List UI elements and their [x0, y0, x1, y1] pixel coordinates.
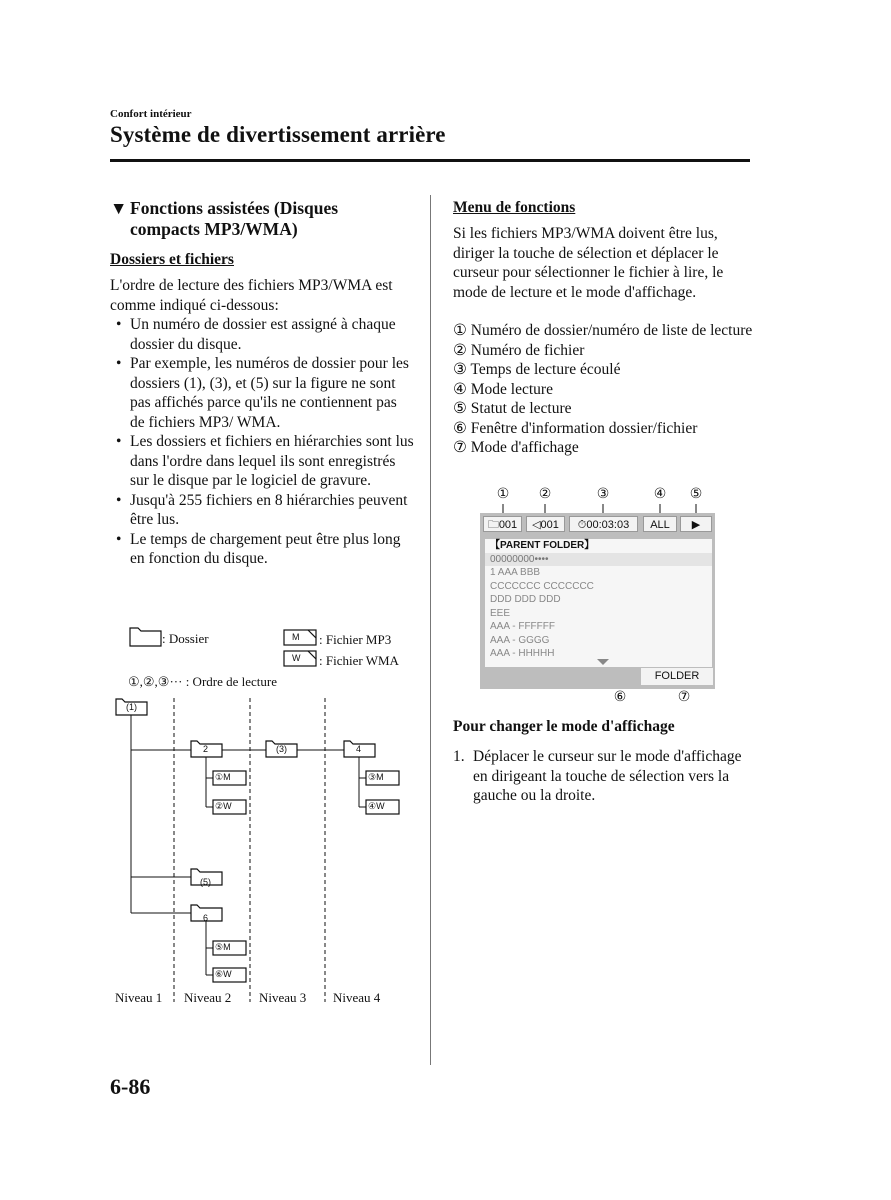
bullet-item: • Le temps de chargement peut être plus long en fonction du disque.: [110, 530, 415, 569]
list-item[interactable]: CCCCCCC CCCCCCC: [490, 580, 594, 592]
callout-6: ⑥: [613, 689, 627, 705]
left-body: [110, 276, 415, 569]
folder-label: 6: [203, 913, 209, 923]
menu-item: ⑥ Fenêtre d'information dossier/fichier: [453, 419, 698, 437]
list-item[interactable]: AAA - FFFFFF: [490, 621, 555, 632]
clock-icon: ⏱: [577, 519, 587, 531]
triangle-marker-icon: ▼: [110, 198, 128, 218]
callout-3: ③: [596, 486, 610, 502]
legend-folder-label: : Dossier: [162, 631, 209, 646]
folder-display-mode-button[interactable]: FOLDER: [641, 668, 713, 685]
menu-item: ⑦ Mode d'affichage: [453, 439, 579, 456]
file-label: ③M: [368, 772, 384, 782]
column-divider: [430, 195, 431, 1065]
menu-intro: Si les fichiers MP3/WMA doivent être lus, diriger la touche de sélection et déplacer le curseur pour sélectionner le fichier à lire, le mode de lecture et le mode d'affichage.: [453, 225, 724, 301]
bullet-list: [110, 315, 415, 569]
callout-2: ②: [538, 486, 552, 502]
menu-item: ② Numéro de fichier: [453, 341, 585, 359]
legend-mp3-tag: M: [292, 632, 300, 642]
list-item[interactable]: DDD DDD DDD: [490, 594, 561, 605]
list-item[interactable]: EEE: [490, 607, 511, 619]
page-title: Système de divertissement arrière: [110, 122, 446, 147]
file-label: ①M: [215, 772, 231, 782]
legend-mp3-icon: [284, 630, 316, 645]
level-label: Niveau 4: [333, 990, 381, 1005]
folder-label: (1): [126, 702, 137, 712]
legend-mp3-label: : Fichier MP3: [319, 632, 392, 647]
section-heading: [110, 198, 415, 240]
bullet-item: • Un numéro de dossier est assigné à chaque dossier du disque.: [110, 315, 415, 354]
menu-item-list: [453, 321, 753, 458]
legend-wma-tag: W: [292, 653, 301, 663]
menu-item: ④ Mode lecture: [453, 380, 553, 398]
callout-1: ①: [496, 486, 510, 502]
file-label: ⑤M: [215, 942, 231, 952]
level-label: Niveau 2: [184, 990, 232, 1005]
section-label: Confort intérieur: [110, 108, 192, 120]
list-item[interactable]: AAA - GGGG: [490, 634, 550, 646]
bullet-item: • Par exemple, les numéros de dossier pour les dossiers (1), (3), et (5) sur la figure ne sont pas affichés parce qu'ils ne contiennent pas de fichiers MP3/ WMA.: [110, 354, 415, 432]
parent-folder-item[interactable]: 【PARENT FOLDER】: [490, 540, 595, 551]
file-label: ④W: [368, 801, 385, 811]
folder-label: (5): [200, 877, 211, 887]
heading-line1: Fonctions assistées (Disques: [130, 198, 339, 218]
list-item[interactable]: 1 AAA BBB: [490, 567, 541, 578]
subheading-change-mode: Pour changer le mode d'affichage: [453, 718, 675, 735]
folder-number: 001: [498, 519, 518, 531]
page-number: 6-86: [110, 1074, 151, 1099]
subheading-menu: Menu de fonctions: [453, 199, 576, 216]
file-number: 001: [540, 519, 559, 531]
play-mode-box[interactable]: ALL: [643, 516, 677, 532]
heading-line2: compacts MP3/WMA): [130, 219, 298, 239]
file-label: ②W: [215, 801, 232, 811]
callout-7: ⑦: [677, 689, 691, 705]
title-rule: [110, 159, 750, 162]
folder-number-box: [483, 516, 522, 532]
folder-label: 4: [356, 744, 362, 754]
player-screen: [480, 513, 715, 689]
speaker-icon: ◁: [532, 519, 541, 531]
legend-wma-label: : Fichier WMA: [319, 653, 399, 668]
scroll-down-icon[interactable]: [596, 658, 610, 666]
file-number-box: [526, 516, 565, 532]
step-number: 1.: [453, 748, 465, 765]
subheading-folders: Dossiers et fichiers: [110, 251, 234, 268]
folder-label: 2: [203, 744, 209, 754]
menu-item: ① Numéro de dossier/numéro de liste de lecture: [453, 322, 753, 339]
list-item[interactable]: AAA - HHHHH: [490, 648, 555, 659]
level-label: Niveau 1: [115, 990, 163, 1005]
step-text: Déplacer le curseur sur le mode d'affichage en dirigeant la touche de sélection vers la gauche ou la droite.: [473, 748, 742, 804]
legend-order-label: ①,②,③··· : Ordre de lecture: [128, 674, 278, 689]
file-label: ⑥W: [215, 969, 232, 979]
bullet-item: • Jusqu'à 255 fichiers en 8 hiérarchies peuvent être lus.: [110, 491, 415, 530]
menu-item: ⑤ Statut de lecture: [453, 400, 572, 417]
bullet-item: • Les dossiers et fichiers en hiérarchies sont lus dans l'ordre dans lequel ils sont enregistrés sur le disque par le logiciel de gravure.: [110, 432, 415, 491]
callout-4: ④: [653, 486, 667, 502]
legend-folder-icon: [130, 628, 161, 646]
level-label: Niveau 3: [259, 990, 307, 1005]
folder-label: (3): [276, 744, 287, 754]
elapsed-time: 00:03:03: [586, 519, 630, 531]
play-status-icon: ▶: [680, 516, 712, 532]
callout-5: ⑤: [689, 486, 703, 502]
elapsed-time-box: [569, 516, 638, 532]
intro-paragraph: L'ordre de lecture des fichiers MP3/WMA est comme indiqué ci-dessous:: [110, 277, 393, 314]
menu-item: ③ Temps de lecture écoulé: [453, 361, 621, 378]
list-item[interactable]: 00000000••••: [485, 553, 712, 567]
folder-icon: 🗀: [487, 519, 499, 531]
folder-file-info-window[interactable]: [485, 539, 712, 667]
